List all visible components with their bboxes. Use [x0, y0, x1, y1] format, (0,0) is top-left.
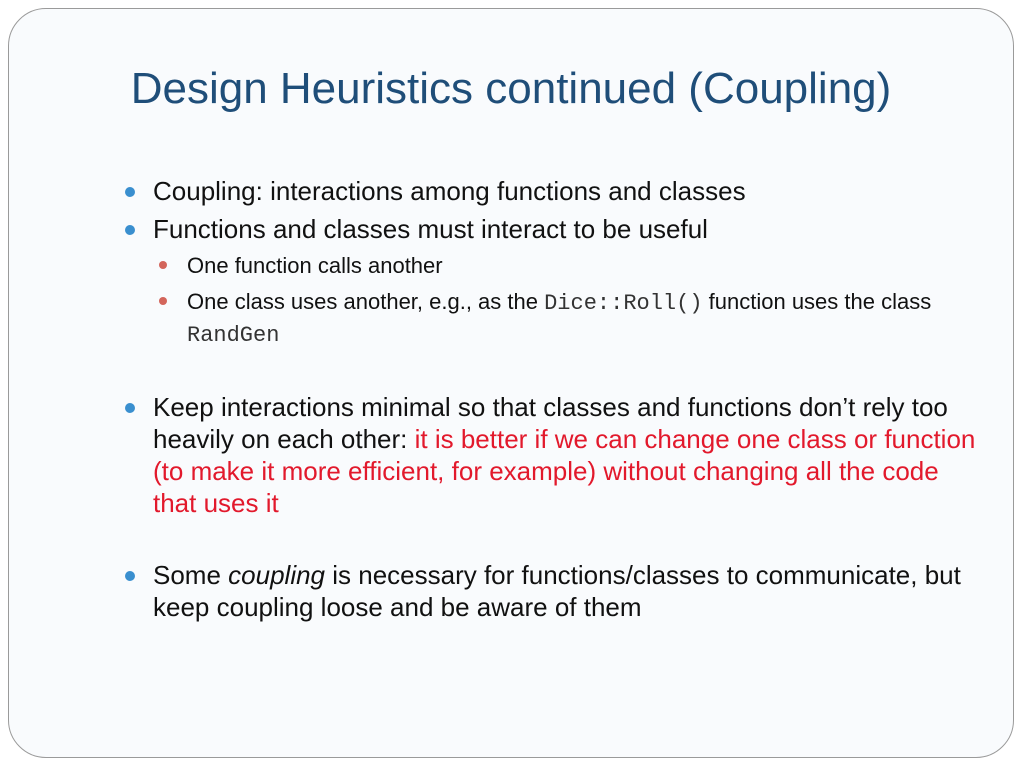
slide-title: Design Heuristics continued (Coupling) — [130, 64, 892, 113]
bullet-dot-icon — [125, 187, 135, 197]
code-dice-roll: Dice::Roll() — [544, 291, 703, 316]
bullet-text: Coupling: interactions among functions and classes — [153, 176, 746, 206]
bullet-italic-text: coupling — [228, 560, 326, 590]
bullet-dot-icon — [125, 403, 135, 413]
subbullet-class-uses — [159, 287, 985, 351]
bullet-text-prefix: Keep interactions minimal so that classes and functions don’t rely too heavily on each other: — [153, 392, 948, 454]
bullet-text: Functions and classes must interact to be useful — [153, 214, 708, 244]
bullet-text-prefix: Some — [153, 560, 229, 590]
code-randgen: RandGen — [187, 323, 280, 348]
slide-frame — [8, 8, 1014, 758]
subbullet-text: One function calls another — [187, 253, 443, 278]
bullet-some-coupling — [125, 559, 985, 623]
bullet-coupling-definition — [125, 175, 985, 207]
bullet-must-interact — [125, 213, 985, 245]
subbullet-text-prefix: One class uses another, e.g., as the — [187, 289, 545, 314]
subbullet-function-calls — [159, 251, 985, 281]
subbullet-dot-icon — [159, 261, 167, 269]
slide-content — [125, 175, 985, 623]
bullet-text-suffix: is necessary for functions/classes to communicate, but keep coupling loose and be aware of them — [153, 560, 961, 622]
bullet-emphasis-text: it is better if we can change one class or function (to make it more efficient, for example) without changing all the code that uses it — [153, 424, 976, 518]
subbullet-dot-icon — [159, 297, 167, 305]
bullet-dot-icon — [125, 571, 135, 581]
bullet-dot-icon — [125, 225, 135, 235]
subbullet-text-mid: function uses the class — [702, 289, 932, 314]
bullet-minimal-interactions — [125, 391, 985, 519]
